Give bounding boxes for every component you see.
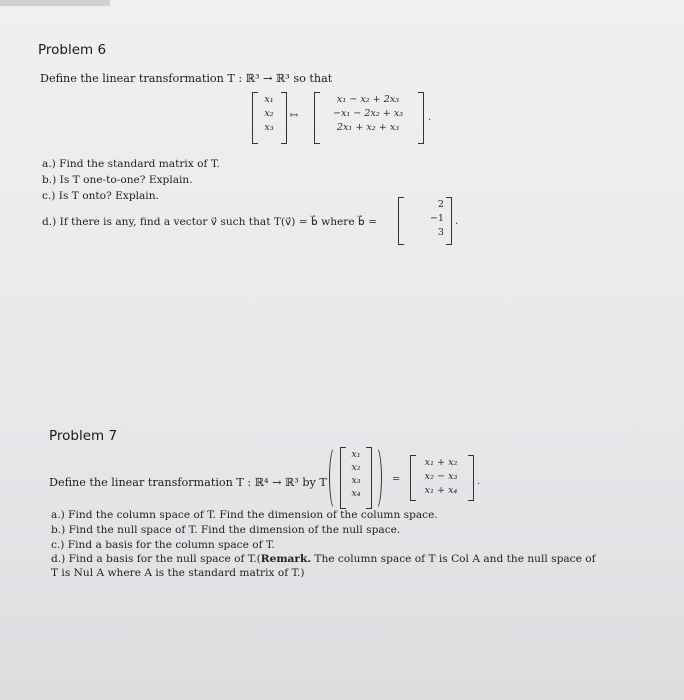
- vector-entry: −x₁ − 2x₂ + x₃: [332, 108, 404, 119]
- vector-entry: 3: [437, 227, 444, 238]
- vector-entry: x₁: [351, 449, 361, 460]
- period: .: [477, 476, 481, 487]
- vector-entry: x₁ + x₂: [424, 457, 458, 468]
- vector-entry: x₃: [351, 475, 361, 486]
- problem-6-part-d: d.) If there is any, find a vector v⃗ such that T(v⃗) = b⃗ where b⃗ =: [42, 216, 377, 228]
- problem-7-input-vector: [346, 448, 366, 500]
- vector-entry: x₂: [351, 462, 361, 473]
- vector-entry: −1: [429, 213, 444, 224]
- vector-entry: x₁ + x₄: [424, 485, 458, 496]
- vector-entry: x₂ − x₃: [424, 471, 458, 482]
- problem-7-heading: Problem 7: [49, 428, 118, 444]
- right-bracket: [418, 92, 424, 144]
- period: .: [455, 216, 459, 227]
- right-paren: [370, 446, 382, 510]
- vector-entry: 2: [437, 199, 444, 210]
- maps-to-arrow: ↦: [290, 110, 299, 121]
- right-bracket: [446, 197, 452, 245]
- problem-6-input-vector: [258, 93, 280, 135]
- problem-6-intro: Define the linear transformation T : ℝ³ → ℝ³ so that: [40, 72, 333, 85]
- part-d-lead: d.) Find a basis for the null space of T.(: [51, 553, 261, 565]
- vector-entry: x₄: [351, 488, 361, 499]
- problem-6-output-vector: [320, 93, 416, 135]
- problem-6-part-c: c.) Is T onto? Explain.: [42, 190, 159, 202]
- vector-entry: x₂: [264, 108, 274, 119]
- remark-label: Remark.: [260, 553, 312, 565]
- problem-7-part-a: a.) Find the column space of T. Find the dimension of the column space.: [51, 509, 438, 521]
- problem-7-output-vector: [416, 456, 466, 498]
- problem-7-part-b: b.) Find the null space of T. Find the dimension of the null space.: [51, 524, 401, 536]
- problem-6-part-b: b.) Is T one-to-one? Explain.: [42, 174, 193, 186]
- period: .: [428, 112, 432, 123]
- vector-entry: x₁ − x₂ + 2x₃: [336, 94, 400, 105]
- right-bracket: [468, 455, 474, 501]
- problem-6-part-a: a.) Find the standard matrix of T.: [42, 158, 220, 170]
- equals-sign: =: [392, 474, 401, 485]
- problem-7-part-d: [51, 553, 596, 565]
- page-top-edge: [0, 0, 110, 6]
- problem-7-part-d-line-2: T is Nul A where A is the standard matrix of T.): [51, 567, 305, 579]
- b-vector: [404, 198, 444, 240]
- vector-entry: 2x₁ + x₂ + x₃: [336, 122, 400, 133]
- problem-7-intro: Define the linear transformation T : ℝ⁴ → ℝ³ by T: [49, 476, 327, 489]
- problem-7-part-c: c.) Find a basis for the column space of T.: [51, 539, 275, 551]
- part-d-rest: The column space of T is Col A and the null space of: [311, 553, 596, 565]
- vector-entry: x₃: [264, 122, 274, 133]
- vector-entry: x₁: [264, 94, 274, 105]
- right-bracket: [281, 92, 287, 144]
- problem-6-heading: Problem 6: [38, 42, 107, 58]
